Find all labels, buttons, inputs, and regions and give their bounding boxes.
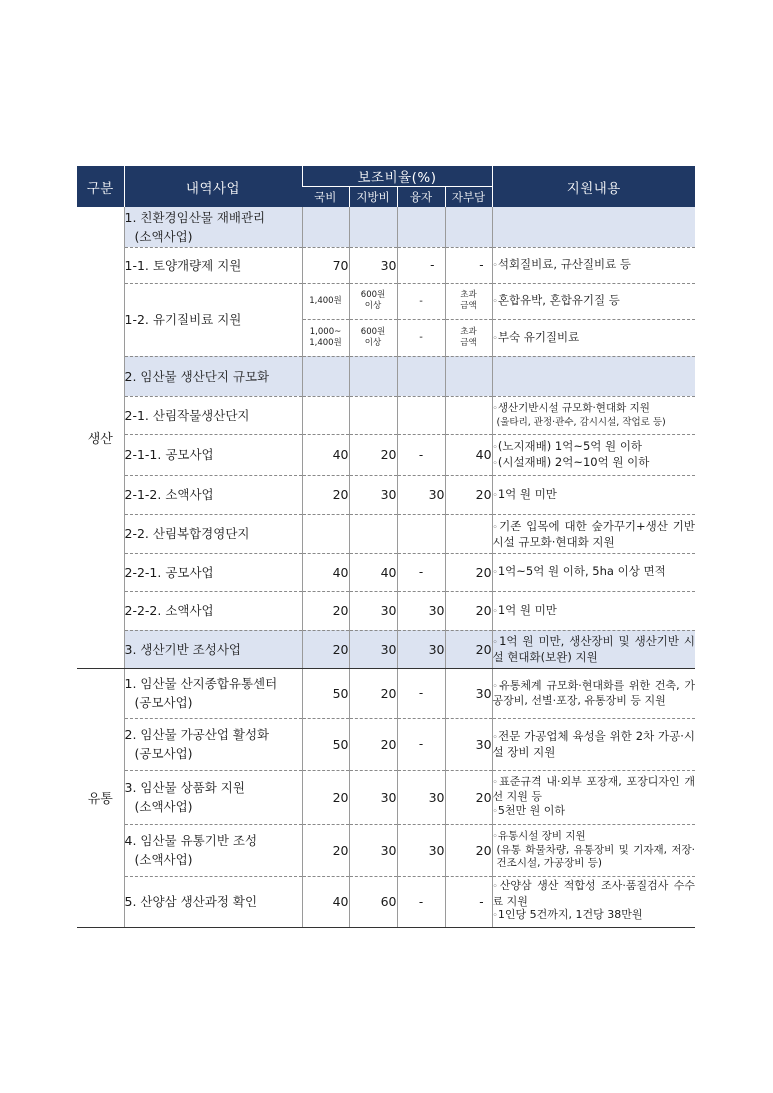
self-ratio: 20 xyxy=(445,553,492,591)
content-line: 석회질비료, 규산질비료 등 xyxy=(497,257,632,271)
local-ratio: 40 xyxy=(349,553,397,591)
content-line: (노지재배) 1억~5억 원 이하 xyxy=(497,438,643,453)
content-line: 1억~5억 원 이하, 5ha 이상 면적 xyxy=(497,564,666,578)
table-row xyxy=(77,553,695,591)
category-distribution: 유통 xyxy=(77,668,124,927)
loan-ratio xyxy=(397,356,445,396)
project-name: 2-2-2. 소액사업 xyxy=(124,591,302,630)
loan-ratio: - xyxy=(397,668,445,718)
content-line: 5천만 원 이하 xyxy=(497,803,565,817)
content-line-wrap xyxy=(493,908,696,924)
support-content xyxy=(492,630,695,668)
content-line: 1억 원 미만 xyxy=(497,602,557,617)
loan-ratio xyxy=(397,396,445,434)
local-ratio: 30 xyxy=(349,591,397,630)
bullet-icon: ◦ xyxy=(492,777,500,788)
national-ratio: 70 xyxy=(302,247,349,283)
self-ratio-line2: 금액 xyxy=(460,337,477,348)
bullet-icon: ◦ xyxy=(492,490,498,501)
project-name-line2: (공모사업) xyxy=(134,695,193,710)
bullet-icon: ◦ xyxy=(492,568,498,578)
project-name: 3. 생산기반 조성사업 xyxy=(124,630,302,668)
local-ratio: 20 xyxy=(349,718,397,770)
self-ratio xyxy=(445,283,492,319)
header-loan: 융자 xyxy=(397,187,445,208)
local-ratio xyxy=(349,319,397,356)
project-name: 2-2. 산림복합경영단지 xyxy=(124,514,302,553)
bullet-icon: ◦ xyxy=(492,458,498,469)
self-ratio: 20 xyxy=(445,824,492,876)
project-name: 2-1. 산림작물생산단지 xyxy=(124,396,302,434)
national-ratio xyxy=(302,396,349,434)
support-content xyxy=(492,824,695,876)
loan-ratio: - xyxy=(397,319,445,356)
self-ratio-line2: 금액 xyxy=(460,301,477,311)
national-ratio: 40 xyxy=(302,876,349,927)
project-name-line1: 4. 임산물 유통기반 조성 xyxy=(124,833,258,848)
national-ratio: 40 xyxy=(302,434,349,475)
bullet-icon: ◦ xyxy=(492,297,498,307)
self-ratio xyxy=(445,356,492,396)
local-ratio: 30 xyxy=(349,824,397,876)
bullet-icon: ◦ xyxy=(492,442,498,453)
support-content xyxy=(492,319,695,356)
support-content xyxy=(492,876,695,927)
content-line-wrap xyxy=(493,830,696,844)
table-row xyxy=(77,824,695,876)
national-ratio: 20 xyxy=(302,824,349,876)
local-ratio-line2: 이상 xyxy=(364,301,382,311)
self-ratio: - xyxy=(445,876,492,927)
bullet-icon: ◦ xyxy=(492,882,500,893)
self-ratio xyxy=(445,396,492,434)
table-row xyxy=(77,283,695,319)
self-ratio: 20 xyxy=(445,770,492,824)
self-ratio: 30 xyxy=(445,668,492,718)
local-ratio xyxy=(349,207,397,247)
table-row xyxy=(77,630,695,668)
local-ratio: 20 xyxy=(349,668,397,718)
self-ratio: 30 xyxy=(445,718,492,770)
table-row xyxy=(77,668,695,718)
table-row xyxy=(77,475,695,514)
support-content xyxy=(492,283,695,319)
self-ratio xyxy=(445,207,492,247)
bullet-icon: ◦ xyxy=(492,638,500,648)
content-note: (울타리, 관정·관수, 감시시설, 작업로 등) xyxy=(496,416,666,428)
self-ratio-line1: 초과 xyxy=(460,326,477,337)
self-ratio-line1: 초과 xyxy=(460,290,477,300)
loan-ratio: 30 xyxy=(397,630,445,668)
project-name: 2-1-1. 공모사업 xyxy=(124,434,302,475)
project-name xyxy=(124,718,302,770)
project-name-line1: 3. 임산물 상품화 지원 xyxy=(124,780,245,795)
content-line: 전문 가공업체 육성을 위한 2차 가공·시설 장비 지원 xyxy=(492,729,696,759)
self-ratio xyxy=(445,514,492,553)
project-name-line2: (소액사업) xyxy=(134,228,193,244)
support-content xyxy=(492,591,695,630)
local-ratio-line2: 이상 xyxy=(364,337,382,348)
local-ratio xyxy=(349,514,397,553)
support-content xyxy=(492,770,695,824)
local-ratio: 30 xyxy=(349,475,397,514)
national-ratio: 40 xyxy=(302,553,349,591)
content-line: 생산기반시설 규모화·현대화 지원 xyxy=(497,401,650,414)
support-content xyxy=(492,434,695,475)
table-row xyxy=(77,876,695,927)
table-row xyxy=(77,434,695,475)
content-line: (시설재배) 2억~10억 원 이하 xyxy=(497,454,650,469)
project-name: 2-1-2. 소액사업 xyxy=(124,475,302,514)
national-ratio xyxy=(302,319,349,356)
national-ratio-line1: 1,000~ xyxy=(309,326,342,337)
bullet-icon: ◦ xyxy=(492,403,498,414)
loan-ratio: - xyxy=(397,283,445,319)
content-line-wrap xyxy=(493,439,696,455)
project-name-line2: (소액사업) xyxy=(134,799,193,814)
national-ratio xyxy=(302,356,349,396)
loan-ratio xyxy=(397,514,445,553)
header-national: 국비 xyxy=(302,187,349,208)
national-ratio: 1,400원 xyxy=(302,283,349,319)
table-row xyxy=(77,396,695,434)
support-content xyxy=(492,553,695,591)
bullet-icon: ◦ xyxy=(492,806,498,817)
content-line: 유통체계 규모화·현대화를 위한 건축, 가공장비, 선별·포장, 유통장비 등 지원 xyxy=(492,678,696,707)
content-line: 1억 원 미만, 생산장비 및 생산기반 시설 현대화(보완) 지원 xyxy=(492,634,696,664)
content-line: 기존 입목에 대한 숲가꾸기+생산 기반시설 규모화·현대화 지원 xyxy=(492,518,696,549)
project-name: 2. 임산물 생산단지 규모화 xyxy=(124,356,302,396)
table-row xyxy=(77,247,695,283)
project-name: 1-2. 유기질비료 지원 xyxy=(124,283,302,356)
local-ratio-line1: 600원 xyxy=(360,290,386,300)
category-production: 생산 xyxy=(77,207,124,668)
header-self: 자부담 xyxy=(445,187,492,208)
bullet-icon: ◦ xyxy=(492,911,498,922)
bullet-icon: ◦ xyxy=(492,681,500,692)
content-line: 부숙 유기질비료 xyxy=(497,329,580,344)
project-name-line1: 1. 친환경임산물 재배관리 xyxy=(124,209,266,225)
local-ratio: 30 xyxy=(349,247,397,283)
content-line: 혼합유박, 혼합유기질 등 xyxy=(497,293,620,307)
self-ratio: 20 xyxy=(445,630,492,668)
project-name-line2: (소액사업) xyxy=(134,852,193,867)
local-ratio-line1: 600원 xyxy=(360,326,386,337)
content-line: 1인당 5건까지, 1건당 38만원 xyxy=(497,908,643,922)
support-content xyxy=(492,475,695,514)
support-content xyxy=(492,356,695,396)
loan-ratio xyxy=(397,207,445,247)
national-ratio: 50 xyxy=(302,718,349,770)
support-content xyxy=(492,514,695,553)
local-ratio: 60 xyxy=(349,876,397,927)
support-content xyxy=(492,247,695,283)
bullet-icon: ◦ xyxy=(492,522,500,533)
national-ratio: 20 xyxy=(302,591,349,630)
support-content xyxy=(492,718,695,770)
header-project: 내역사업 xyxy=(124,166,302,207)
table-row xyxy=(77,514,695,553)
project-name: 1-1. 토양개량제 지원 xyxy=(124,247,302,283)
table-row xyxy=(77,770,695,824)
local-ratio xyxy=(349,356,397,396)
project-name: 2-2-1. 공모사업 xyxy=(124,553,302,591)
bullet-icon: ◦ xyxy=(492,733,499,743)
content-line-wrap xyxy=(493,455,696,471)
content-line: 유통시설 장비 지원 xyxy=(497,830,586,842)
support-content xyxy=(492,396,695,434)
national-ratio: 50 xyxy=(302,668,349,718)
header-local: 지방비 xyxy=(349,187,397,208)
loan-ratio: 30 xyxy=(397,591,445,630)
national-ratio: 20 xyxy=(302,475,349,514)
header-ratio: 보조비율(%) xyxy=(302,166,492,187)
project-name-line1: 1. 임산물 산지종합유통센터 xyxy=(124,676,278,691)
bullet-icon: ◦ xyxy=(492,606,498,617)
project-name-line1: 2. 임산물 가공산업 활성화 xyxy=(124,727,270,742)
bullet-icon: ◦ xyxy=(492,333,498,344)
national-ratio xyxy=(302,514,349,553)
loan-ratio: 30 xyxy=(397,770,445,824)
self-ratio xyxy=(445,319,492,356)
national-ratio: 20 xyxy=(302,630,349,668)
national-ratio xyxy=(302,207,349,247)
project-name xyxy=(124,668,302,718)
table-row xyxy=(77,207,695,247)
content-line-wrap xyxy=(493,775,696,804)
project-name xyxy=(124,207,302,247)
project-name xyxy=(124,770,302,824)
content-line: 1억 원 미만 xyxy=(497,486,557,501)
local-ratio: 30 xyxy=(349,630,397,668)
content-line-wrap xyxy=(493,804,696,820)
loan-ratio: 30 xyxy=(397,475,445,514)
content-line: 산양삼 생산 적합성 조사·품질검사 수수료 지원 xyxy=(492,879,696,908)
subsidy-ratio-table xyxy=(77,166,695,928)
support-content xyxy=(492,668,695,718)
content-note: (유통 화물차량, 유통장비 및 기자재, 저장·건조시설, 가공장비 등) xyxy=(496,844,696,869)
loan-ratio: - xyxy=(397,876,445,927)
national-ratio: 20 xyxy=(302,770,349,824)
local-ratio xyxy=(349,396,397,434)
project-name: 5. 산양삼 생산과정 확인 xyxy=(124,876,302,927)
content-line-wrap xyxy=(493,402,696,416)
local-ratio: 20 xyxy=(349,434,397,475)
self-ratio: 20 xyxy=(445,475,492,514)
content-line-wrap xyxy=(493,879,696,908)
loan-ratio: 30 xyxy=(397,824,445,876)
bullet-icon: ◦ xyxy=(492,832,498,842)
local-ratio: 30 xyxy=(349,770,397,824)
self-ratio: 20 xyxy=(445,591,492,630)
loan-ratio: - xyxy=(397,434,445,475)
header-category: 구분 xyxy=(77,166,124,207)
self-ratio: 40 xyxy=(445,434,492,475)
header-content: 지원내용 xyxy=(492,166,695,207)
self-ratio: - xyxy=(445,247,492,283)
national-ratio-line2: 1,400원 xyxy=(309,337,342,348)
content-line: 표준규격 내·외부 포장재, 포장디자인 개선 지원 등 xyxy=(492,774,696,804)
project-name-line2: (공모사업) xyxy=(134,746,193,761)
support-content xyxy=(492,207,695,247)
project-name xyxy=(124,824,302,876)
table-row xyxy=(77,591,695,630)
table-row xyxy=(77,718,695,770)
loan-ratio: - xyxy=(397,553,445,591)
loan-ratio: - xyxy=(397,718,445,770)
bullet-icon: ◦ xyxy=(492,261,498,271)
table-row xyxy=(77,356,695,396)
loan-ratio: - xyxy=(397,247,445,283)
local-ratio xyxy=(349,283,397,319)
